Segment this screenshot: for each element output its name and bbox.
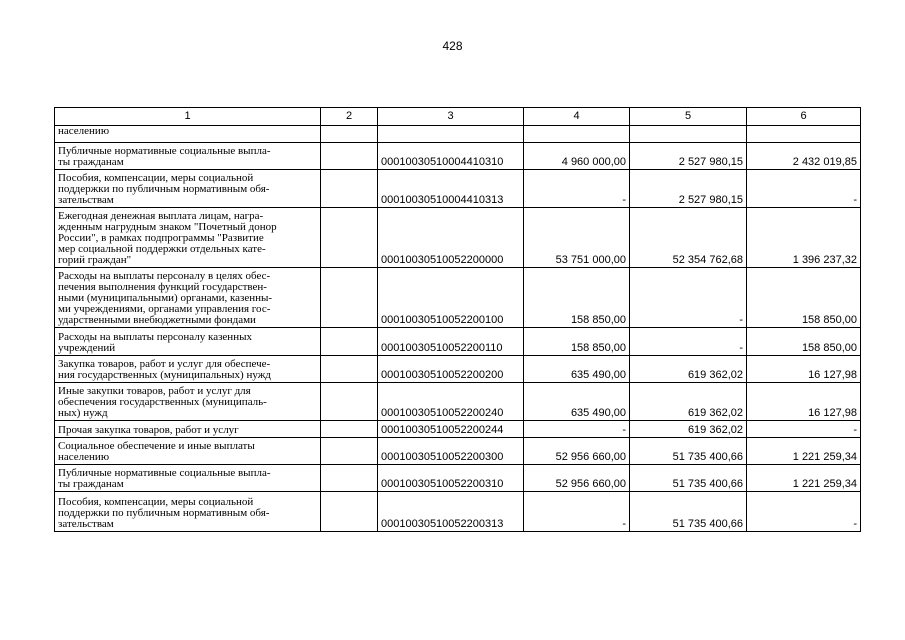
row-value-col5: 2 527 980,15 [630,143,747,170]
row-value-col4 [524,126,630,143]
row-code: 00010030510052200300 [378,438,524,465]
header-row [55,108,861,126]
row-code: 00010030510052200200 [378,356,524,383]
row-value-col4: - [524,170,630,208]
row-code: 00010030510052200310 [378,465,524,492]
row-description: Расходы на выплаты персоналу в целях обес- печения выполнения функций государствен- ными (муниципальными) органами, казенны- ми учреждениями, органами управления гос- ударственными внебюджетными фондами [55,268,321,328]
table-row [55,268,861,328]
row-description: Иные закупки товаров, работ и услуг для обеспечения государственных (муниципаль- ных) нужд [55,383,321,421]
row-col2 [321,492,378,532]
row-code: 00010030510004410310 [378,143,524,170]
page-number: 428 [442,39,463,53]
row-value-col4: 635 490,00 [524,356,630,383]
row-value-col4: 158 850,00 [524,328,630,356]
row-col2 [321,465,378,492]
column-header-6: 6 [747,108,861,126]
row-value-col5 [630,126,747,143]
row-col2 [321,421,378,438]
budget-table [54,107,861,532]
row-col2 [321,170,378,208]
row-value-col6: 1 221 259,34 [747,465,861,492]
row-description: Социальное обеспечение и иные выплаты населению [55,438,321,465]
column-header-1: 1 [55,108,321,126]
row-description: Публичные нормативные социальные выпла- ты гражданам [55,143,321,170]
row-value-col6: 16 127,98 [747,383,861,421]
row-description: Прочая закупка товаров, работ и услуг [55,421,321,438]
row-value-col5: 2 527 980,15 [630,170,747,208]
row-value-col5: 51 735 400,66 [630,438,747,465]
table-row [55,438,861,465]
row-value-col4: 53 751 000,00 [524,208,630,268]
row-value-col4: 52 956 660,00 [524,438,630,465]
row-value-col5: 619 362,02 [630,356,747,383]
row-code: 00010030510004410313 [378,170,524,208]
row-description: Публичные нормативные социальные выпла- ты гражданам [55,465,321,492]
row-col2 [321,208,378,268]
row-value-col5: - [630,328,747,356]
row-value-col5: 51 735 400,66 [630,492,747,532]
row-value-col5: 619 362,02 [630,421,747,438]
row-value-col6: 158 850,00 [747,328,861,356]
row-description: Ежегодная денежная выплата лицам, награ- жденным нагрудным знаком "Почетный донор России", в рамках подпрограммы "Развитие мер социальной поддержки отдельных кате- горий граждан" [55,208,321,268]
row-col2 [321,438,378,465]
row-value-col4: - [524,421,630,438]
table-row [55,492,861,532]
table-row [55,208,861,268]
row-value-col6: - [747,170,861,208]
row-value-col5: 52 354 762,68 [630,208,747,268]
row-value-col6: - [747,492,861,532]
row-value-col5: - [630,268,747,328]
row-col2 [321,328,378,356]
row-value-col6: 2 432 019,85 [747,143,861,170]
row-value-col5: 619 362,02 [630,383,747,421]
table-row [55,126,861,143]
row-value-col6 [747,126,861,143]
row-code: 00010030510052200000 [378,208,524,268]
table-row [55,356,861,383]
row-col2 [321,268,378,328]
row-description: Закупка товаров, работ и услуг для обеспече- ния государственных (муниципальных) нужд [55,356,321,383]
table-row [55,383,861,421]
row-description: Пособия, компенсации, меры социальной поддержки по публичным нормативным обя- зательствам [55,170,321,208]
row-col2 [321,356,378,383]
row-code: 00010030510052200244 [378,421,524,438]
column-header-5: 5 [630,108,747,126]
row-value-col6: 1 221 259,34 [747,438,861,465]
row-value-col6: - [747,421,861,438]
column-header-2: 2 [321,108,378,126]
table-row [55,465,861,492]
row-code [378,126,524,143]
row-code: 00010030510052200100 [378,268,524,328]
column-header-4: 4 [524,108,630,126]
row-code: 00010030510052200313 [378,492,524,532]
row-value-col4: 158 850,00 [524,268,630,328]
row-value-col4: - [524,492,630,532]
table-row [55,143,861,170]
row-description: Расходы на выплаты персоналу казенных учреждений [55,328,321,356]
table-row [55,421,861,438]
row-value-col6: 16 127,98 [747,356,861,383]
row-description: населению [55,126,321,143]
row-value-col5: 51 735 400,66 [630,465,747,492]
row-value-col6: 158 850,00 [747,268,861,328]
row-value-col4: 4 960 000,00 [524,143,630,170]
row-col2 [321,126,378,143]
row-code: 00010030510052200240 [378,383,524,421]
column-header-3: 3 [378,108,524,126]
table-row [55,328,861,356]
row-col2 [321,143,378,170]
row-description: Пособия, компенсации, меры социальной поддержки по публичным нормативным обя- зательствам [55,492,321,532]
row-value-col4: 52 956 660,00 [524,465,630,492]
table-row [55,170,861,208]
row-col2 [321,383,378,421]
row-value-col4: 635 490,00 [524,383,630,421]
row-code: 00010030510052200110 [378,328,524,356]
row-value-col6: 1 396 237,32 [747,208,861,268]
